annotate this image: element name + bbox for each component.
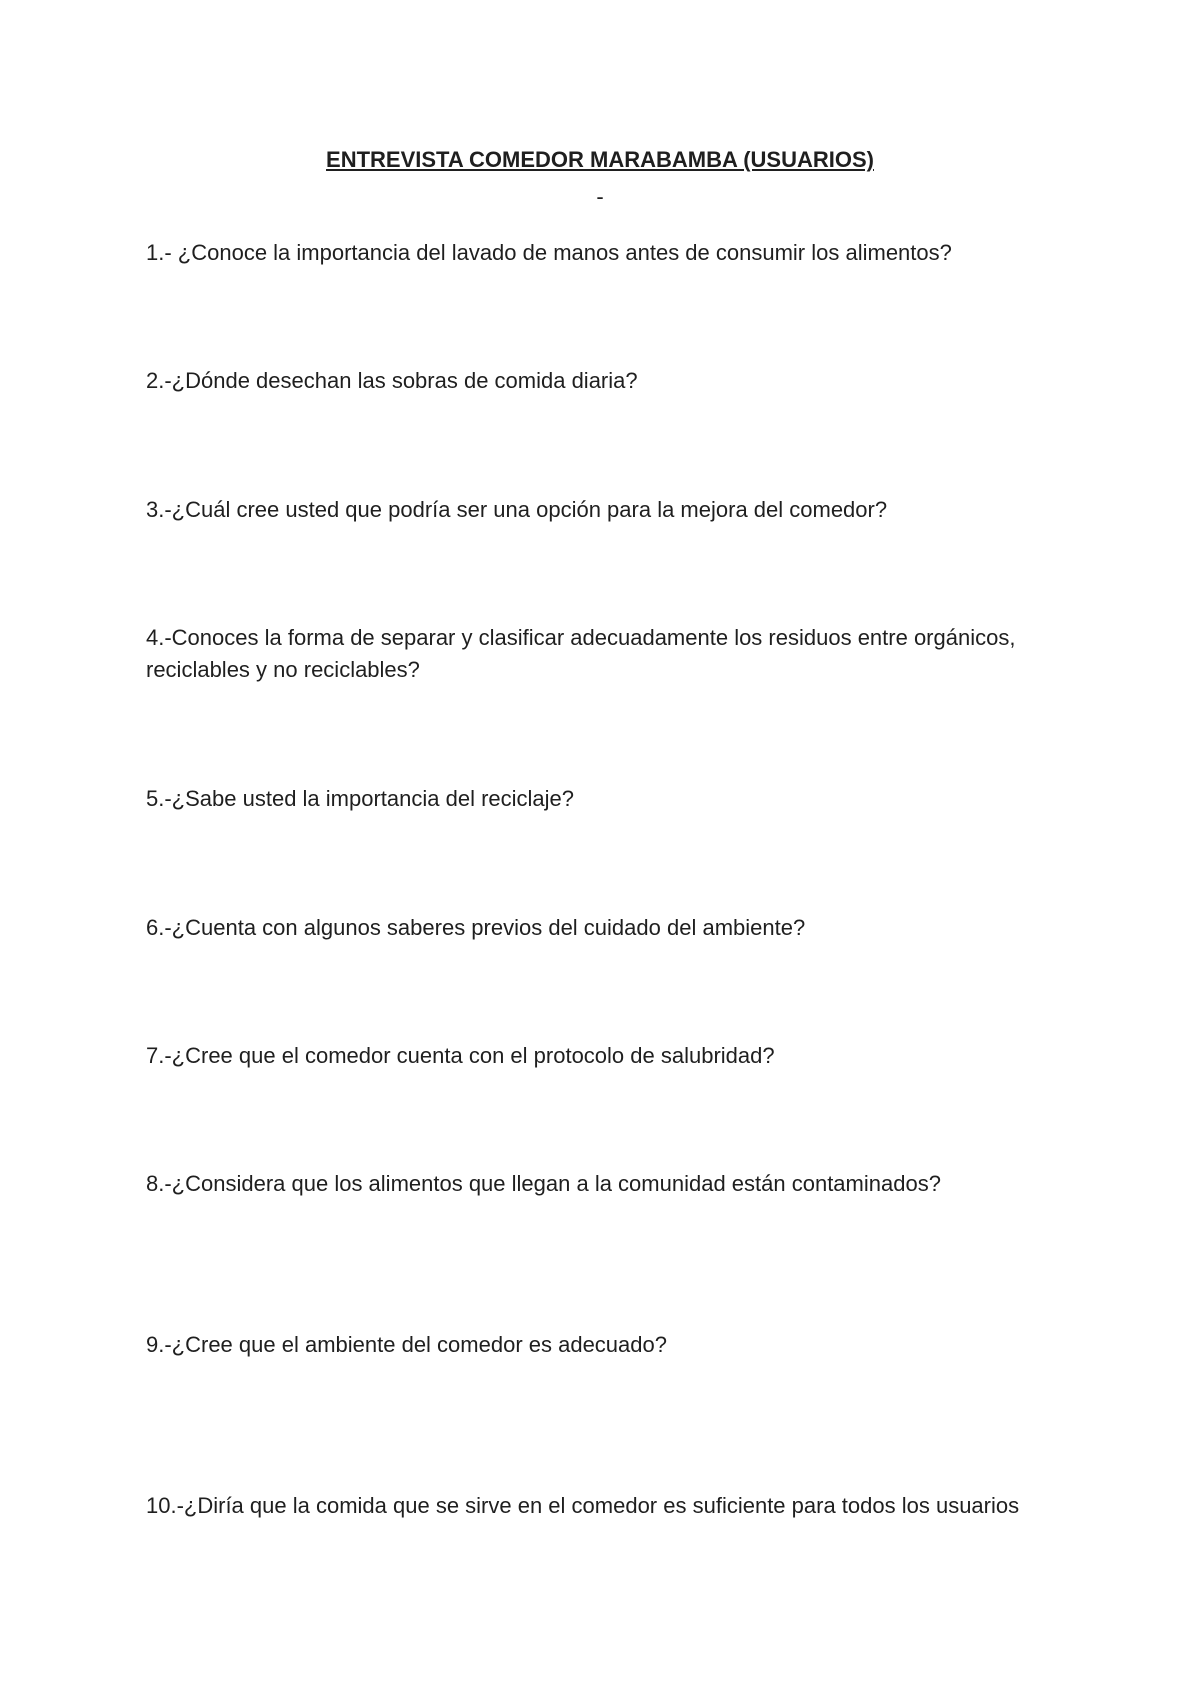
question-7: 7.-¿Cree que el comedor cuenta con el protocolo de salubridad? (146, 1043, 775, 1068)
question-2: 2.-¿Dónde desechan las sobras de comida diaria? (146, 368, 638, 393)
question-9: 9.-¿Cree que el ambiente del comedor es adecuado? (146, 1332, 667, 1357)
title-separator: - (596, 184, 604, 209)
question-3: 3.-¿Cuál cree usted que podría ser una opción para la mejora del comedor? (146, 497, 888, 522)
question-8: 8.-¿Considera que los alimentos que llegan a la comunidad están contaminados? (146, 1171, 941, 1196)
question-4: 4.-Conoces la forma de separar y clasificar adecuadamente los residuos entre orgánicos, reciclables y no reciclables? (146, 625, 1016, 682)
document-title: ENTREVISTA COMEDOR MARABAMBA (USUARIOS) (326, 147, 874, 172)
question-10: 10.-¿Diría que la comida que se sirve en el comedor es suficiente para todos los usuarios (146, 1493, 1020, 1518)
question-6: 6.-¿Cuenta con algunos saberes previos del cuidado del ambiente? (146, 915, 806, 940)
question-1: 1.- ¿Conoce la importancia del lavado de manos antes de consumir los alimentos? (146, 240, 952, 265)
question-5: 5.-¿Sabe usted la importancia del reciclaje? (146, 786, 575, 811)
